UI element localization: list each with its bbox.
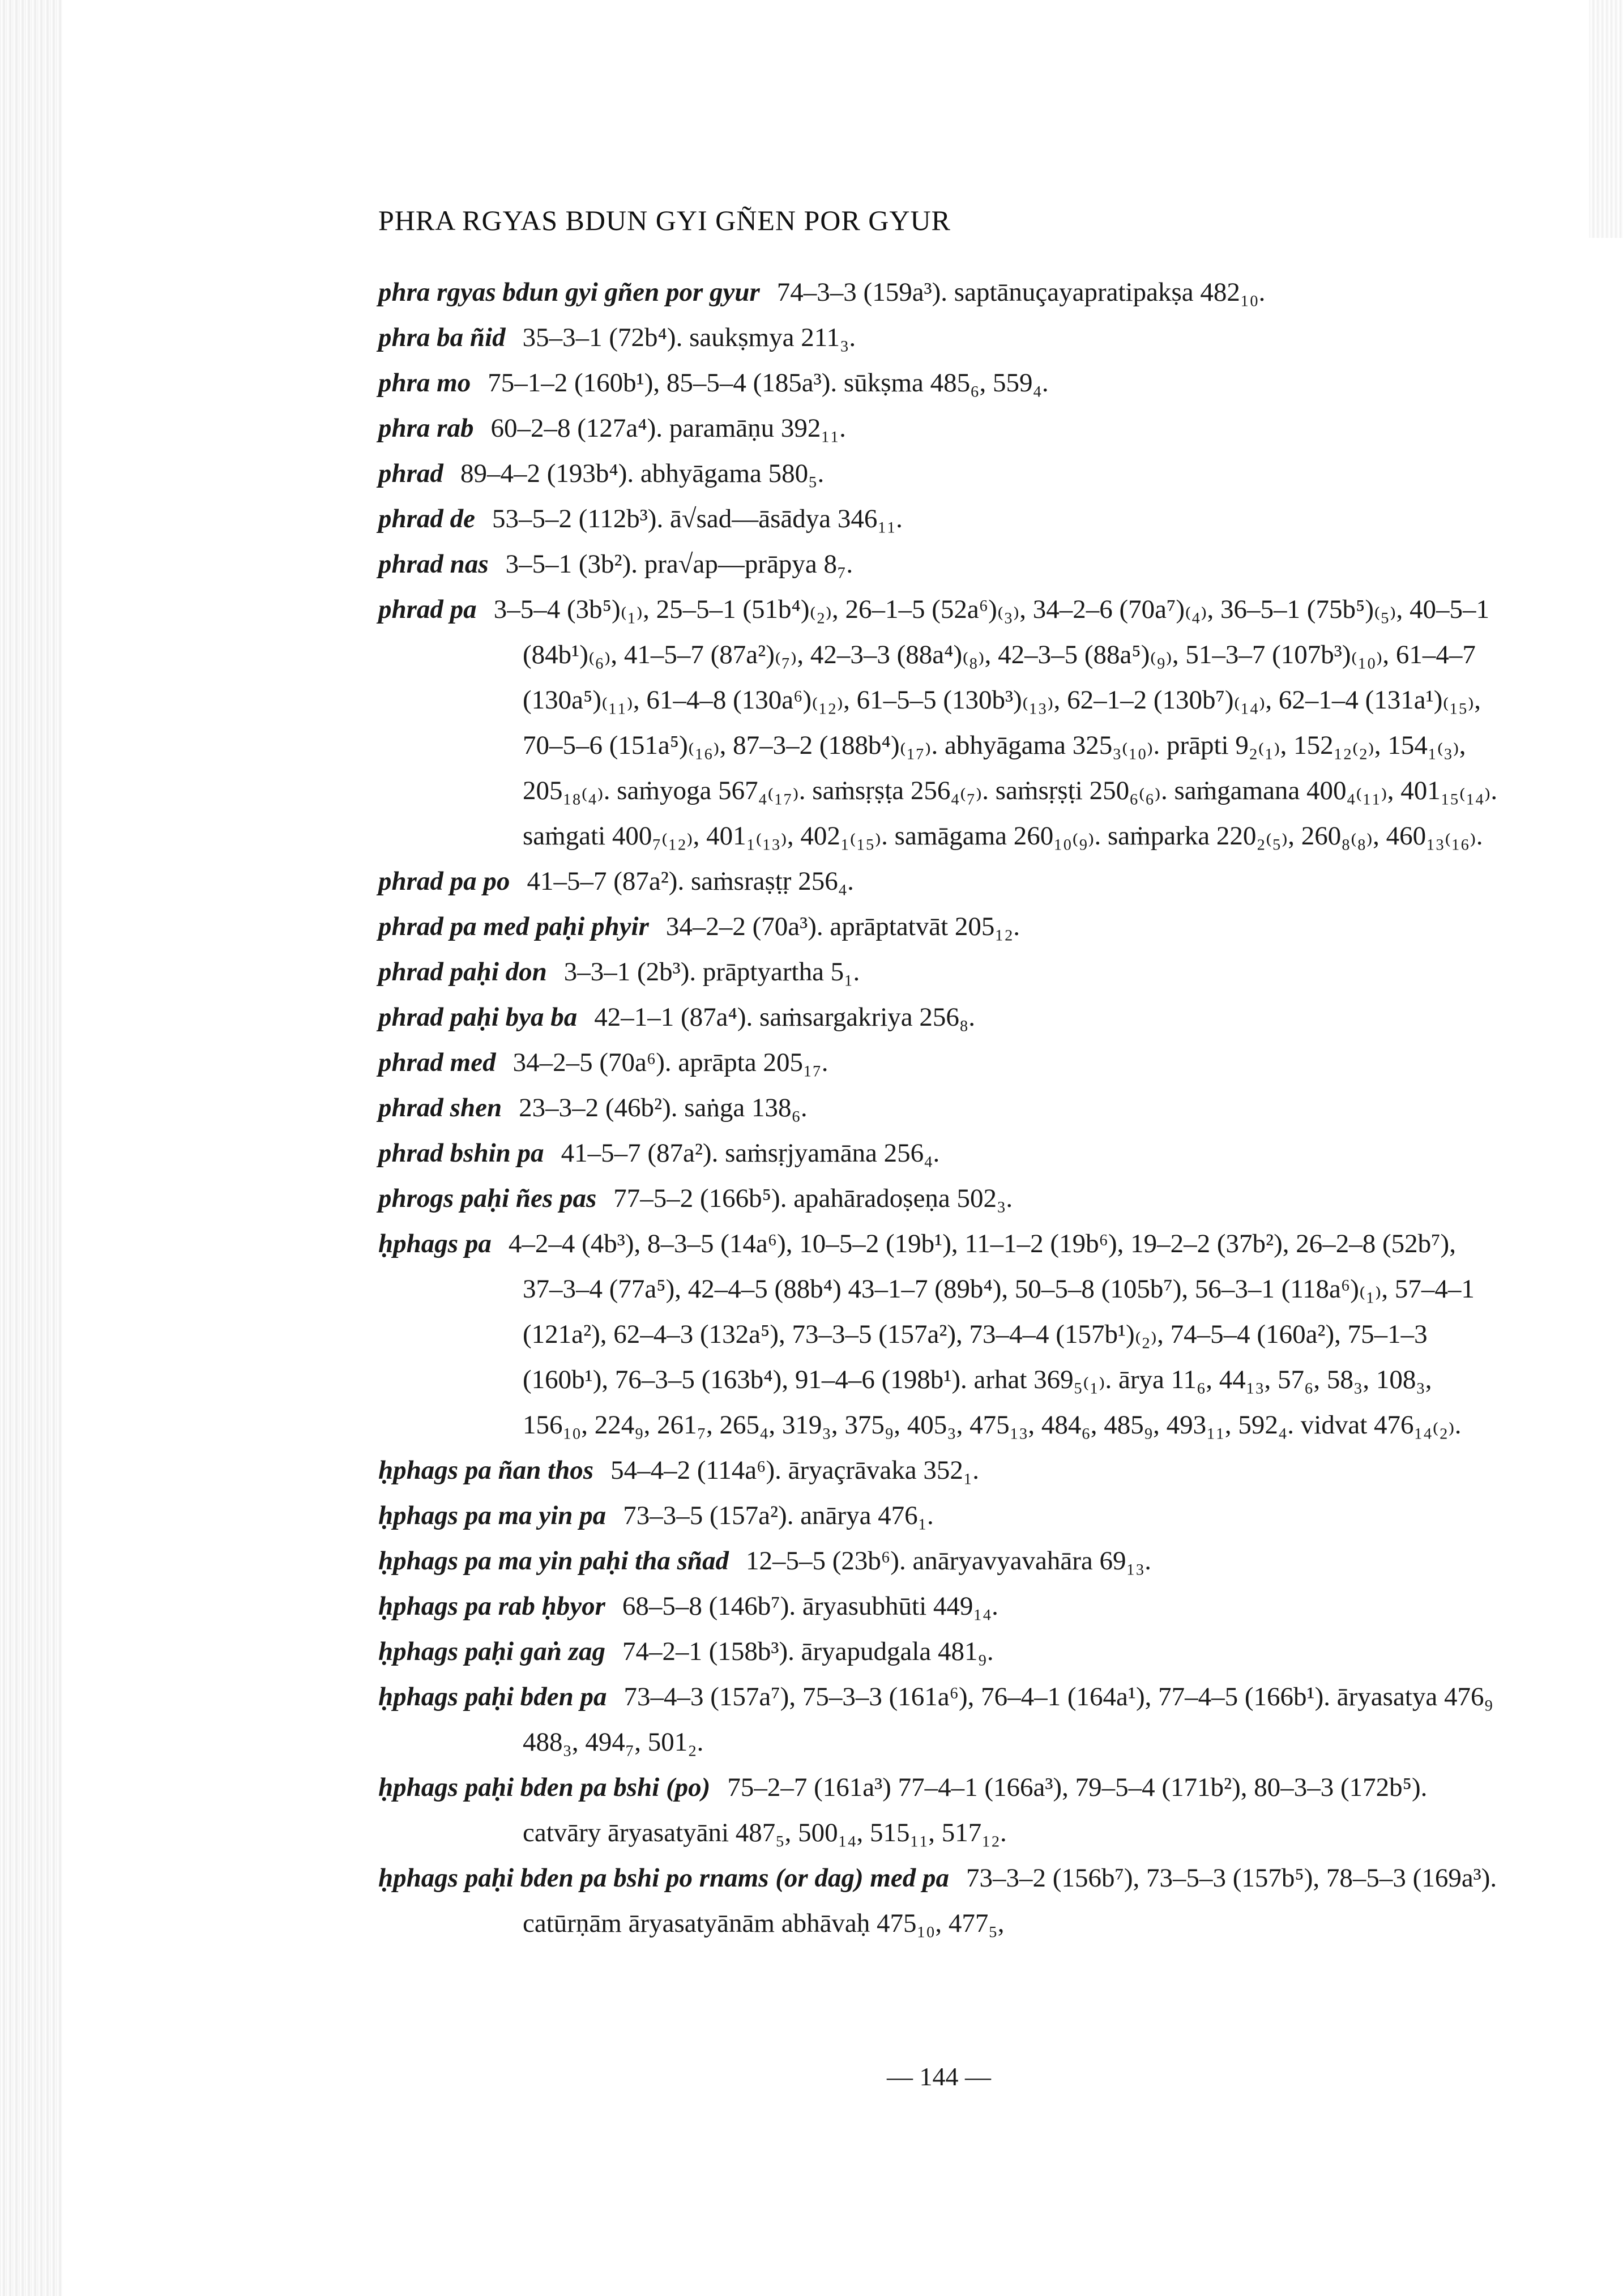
entry-term: phrad nas: [378, 549, 489, 579]
dictionary-entry: [378, 1538, 1500, 1584]
entry-references: 53–5–2 (112b³). ā√sad—āsādya 346₁₁.: [492, 504, 903, 534]
dictionary-entry: [378, 315, 1500, 360]
dictionary-entry: [378, 1130, 1500, 1176]
entry-references: 75–1–2 (160b¹), 85–5–4 (185a³). sūkṣma 485₆, 559₄.: [488, 368, 1049, 398]
dictionary-entry: [378, 360, 1500, 406]
dictionary-entry: [378, 1765, 1500, 1855]
dictionary-entry: [378, 496, 1500, 541]
dictionary-entry: [378, 1629, 1500, 1674]
entry-term: phrad pa po: [378, 867, 510, 896]
entry-references: 23–3–2 (46b²). saṅga 138₆.: [519, 1093, 808, 1123]
entry-references: 73–4–3 (157a⁷), 75–3–3 (161a⁶), 76–4–1 (164a¹), 77–4–5 (166b¹). āryasatya 476₉ 488₃, 494₇, 501₂.: [523, 1682, 1493, 1757]
entry-term: ḥphags pa ñan thos: [378, 1456, 594, 1485]
entry-term: phra rab: [378, 413, 474, 443]
entry-references: 74–2–1 (158b³). āryapudgala 481₉.: [622, 1637, 994, 1666]
entry-references: 3–5–4 (3b⁵)₍₁₎, 25–5–1 (51b⁴)₍₂₎, 26–1–5 (52a⁶)₍₃₎, 34–2–6 (70a⁷)₍₄₎, 36–5–1 (75b⁵)₍₅₎, 40–5–1 (84b¹)₍₆₎, 41–5–7 (87a²)₍₇₎, 42–3–3 (88a⁴)₍₈₎, 42–3–5 (88a⁵)₍₉₎, 51–3–7 (107b³)₍₁₀₎, 61–4–7 (130a⁵)₍₁₁₎, 61–4–8 (130a⁶)₍₁₂₎, 61–5–5 (130b³)₍₁₃₎, 62–1–2 (130b⁷)₍₁₄₎, 62–1–4 (131a¹)₍₁₅₎, 70–5–6 (151a⁵)₍₁₆₎, 87–3–2 (188b⁴)₍₁₇₎. abhyāgama 325₃₍₁₀₎. prāpti 9₂₍₁₎, 152₁₂₍₂₎, 154₁₍₃₎, 205₁₈₍₄₎. saṁyoga 567₄₍₁₇₎. saṁsṛṣṭa 256₄₍₇₎. saṁsṛṣṭi 250₆₍₆₎. saṁgamana 400₄₍₁₁₎, 401₁₅₍₁₄₎. saṁgati 400₇₍₁₂₎, 401₁₍₁₃₎, 402₁₍₁₅₎. samāgama 260₁₀₍₉₎. saṁparka 220₂₍₅₎, 260₈₍₈₎, 460₁₃₍₁₆₎.: [493, 595, 1498, 851]
entry-references: 41–5–7 (87a²). saṁsṛjyamāna 256₄.: [561, 1138, 940, 1168]
entry-term: ḥphags pa: [378, 1229, 492, 1258]
entry-references: 77–5–2 (166b⁵). apahāradoṣeṇa 502₃.: [613, 1184, 1013, 1213]
entry-term: phrad paḥi don: [378, 957, 547, 987]
dictionary-entry: [378, 406, 1500, 451]
dictionary-entry: [378, 1493, 1500, 1538]
entry-term: phrad med: [378, 1048, 496, 1077]
entry-term: phrad de: [378, 504, 476, 534]
dictionary-page: [378, 204, 1500, 1946]
running-header: PHRA RGYAS BDUN GYI GÑEN POR GYUR: [378, 204, 951, 236]
dictionary-entry: [378, 995, 1500, 1040]
entry-term: ḥphags paḥi bden pa bshi po rnams (or dag) med pa: [378, 1863, 950, 1893]
entry-references: 34–2–2 (70a³). aprāptatvāt 205₁₂.: [665, 912, 1020, 941]
entry-term: phra ba ñid: [378, 323, 506, 352]
entry-term: phrad paḥi bya ba: [378, 1002, 578, 1032]
entry-term: ḥphags paḥi bden pa: [378, 1682, 607, 1712]
entry-references: 74–3–3 (159a³). saptānuçayapratipakṣa 482₁₀.: [776, 278, 1266, 307]
entry-references: 42–1–1 (87a⁴). saṁsargakriya 256₈.: [594, 1002, 976, 1032]
dictionary-entry: [378, 949, 1500, 995]
entry-term: ḥphags paḥi gaṅ zag: [378, 1637, 605, 1666]
entry-term: phrad bshin pa: [378, 1138, 544, 1168]
entry-term: ḥphags pa rab ḥbyor: [378, 1591, 605, 1621]
entry-term: phrad pa med paḥi phyir: [378, 912, 649, 941]
entry-term: phra mo: [378, 368, 471, 398]
entry-references: 73–3–2 (156b⁷), 73–5–3 (157b⁵), 78–5–3 (169a³). catūrṇām āryasatyānām abhāvaḥ 475₁₀, 477₅,: [523, 1863, 1497, 1938]
entry-references: 68–5–8 (146b⁷). āryasubhūti 449₁₄.: [622, 1591, 998, 1621]
dictionary-entry: [378, 1085, 1500, 1130]
entry-references: 41–5–7 (87a²). saṁsraṣṭṛ 256₄.: [527, 867, 854, 896]
page-number: — 144 —: [887, 2062, 991, 2091]
dictionary-entry: [378, 270, 1500, 315]
dictionary-entry: [378, 1040, 1500, 1085]
entry-references: 12–5–5 (23b⁶). anāryavyavahāra 69₁₃.: [746, 1546, 1152, 1576]
entry-term: ḥphags pa ma yin paḥi tha sñad: [378, 1546, 729, 1576]
dictionary-entry: [378, 1855, 1500, 1946]
entry-list: [378, 270, 1500, 1946]
entry-term: phrad: [378, 459, 443, 488]
dictionary-entry: [378, 904, 1500, 949]
scan-edge-right: [1589, 0, 1623, 238]
entry-references: 89–4–2 (193b⁴). abhyāgama 580₅.: [460, 459, 825, 488]
entry-references: 54–4–2 (114a⁶). āryaçrāvaka 352₁.: [610, 1456, 980, 1485]
entry-references: 4–2–4 (4b³), 8–3–5 (14a⁶), 10–5–2 (19b¹), 11–1–2 (19b⁶), 19–2–2 (37b²), 26–2–8 (52b⁷), 37–3–4 (77a⁵), 42–4–5 (88b⁴) 43–1–7 (89b⁴), 50–5–8 (105b⁷), 56–3–1 (118a⁶)₍₁₎, 57–4–1 (121a²), 62–4–3 (132a⁵), 73–3–5 (157a²), 73–4–4 (157b¹)₍₂₎, 74–5–4 (160a²), 75–1–3 (160b¹), 76–3–5 (163b⁴), 91–4–6 (198b¹). arhat 369₅₍₁₎. ārya 11₆, 44₁₃, 57₆, 58₃, 108₃, 156₁₀, 224₉, 261₇, 265₄, 319₃, 375₉, 405₃, 475₁₃, 484₆, 485₉, 493₁₁, 592₄. vidvat 476₁₄₍₂₎.: [508, 1229, 1475, 1440]
entry-references: 75–2–7 (161a³) 77–4–1 (166a³), 79–5–4 (171b²), 80–3–3 (172b⁵). catvāry āryasatyāni 487₅, 500₁₄, 515₁₁, 517₁₂.: [523, 1773, 1428, 1847]
entry-references: 34–2–5 (70a⁶). aprāpta 205₁₇.: [512, 1048, 828, 1077]
dictionary-entry: [378, 1448, 1500, 1493]
entry-term: phrogs paḥi ñes pas: [378, 1184, 597, 1213]
scan-edge-left: [0, 0, 62, 2296]
entry-references: 60–2–8 (127a⁴). paramāṇu 392₁₁.: [490, 413, 846, 443]
entry-term: phrad shen: [378, 1093, 502, 1123]
entry-term: phrad pa: [378, 595, 477, 624]
entry-references: 3–3–1 (2b³). prāptyartha 5₁.: [563, 957, 860, 987]
dictionary-entry: [378, 587, 1500, 859]
entry-references: 73–3–5 (157a²). anārya 476₁.: [623, 1501, 934, 1530]
entry-term: ḥphags paḥi bden pa bshi (po): [378, 1773, 711, 1802]
dictionary-entry: [378, 1674, 1500, 1765]
dictionary-entry: [378, 1221, 1500, 1448]
entry-term: phra rgyas bdun gyi gñen por gyur: [378, 278, 760, 307]
dictionary-entry: [378, 1176, 1500, 1221]
dictionary-entry: [378, 451, 1500, 496]
entry-references: 3–5–1 (3b²). pra√ap—prāpya 8₇.: [505, 549, 853, 579]
entry-references: 35–3–1 (72b⁴). saukṣmya 211₃.: [522, 323, 856, 352]
dictionary-entry: [378, 859, 1500, 904]
dictionary-entry: [378, 541, 1500, 587]
dictionary-entry: [378, 1584, 1500, 1629]
entry-term: ḥphags pa ma yin pa: [378, 1501, 607, 1530]
